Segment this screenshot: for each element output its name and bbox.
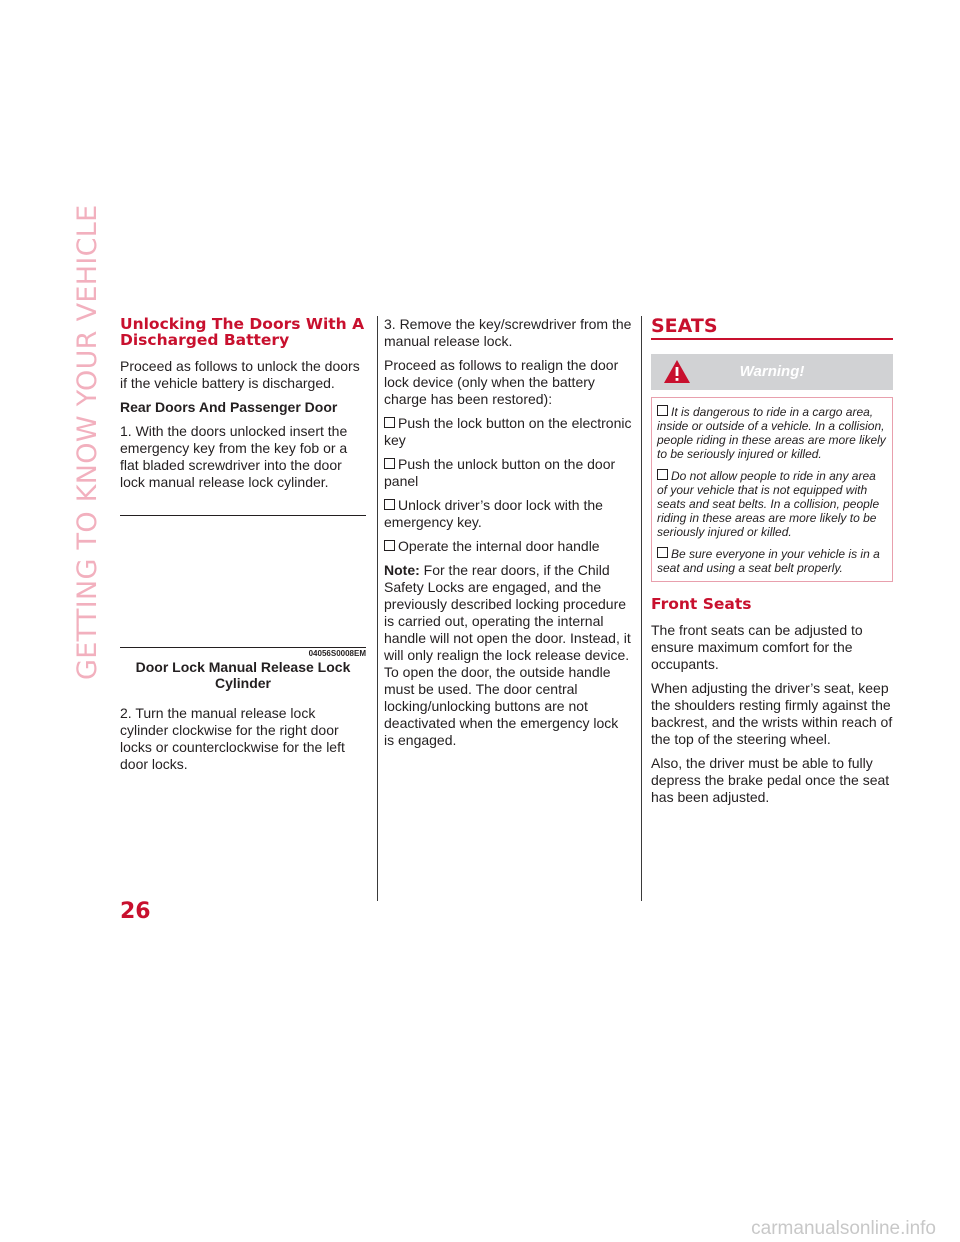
column-left — [120, 316, 366, 780]
warning-icon — [663, 359, 691, 384]
bullet-item: Push the unlock button on the door panel — [384, 456, 616, 489]
figure-code: 04056S0008EM — [120, 647, 366, 659]
step-3: 3. Remove the key/screwdriver from the manual release lock. — [384, 316, 632, 349]
step-1: 1. With the doors unlocked insert the emergency key from the key fob or a flat bladed screwdriver into the door lock manual release lock cylinder. — [120, 423, 348, 490]
bullet-item: Operate the internal door handle — [384, 538, 632, 555]
figure-caption: Door Lock Manual Release Lock Cylinder — [135, 659, 351, 691]
watermark: carmanualsonline.info — [751, 1218, 936, 1239]
column-right — [651, 316, 893, 813]
column-middle — [384, 316, 632, 756]
subheading: Rear Doors And Passenger Door — [120, 399, 338, 415]
note-text: For the rear doors, if the Child Safety Locks are engaged, and the previously described locking procedure is carried out, operating the internal handle will not open the door. Instead, it will only realign the lock release device. To open the door, the outside handle must be used. The door central locking/unlocking buttons are not deactivated when the emergency lock is engaged. — [384, 562, 631, 748]
warning-box — [651, 397, 893, 582]
checkbox-bullet-icon — [657, 547, 668, 558]
paragraph: The front seats can be adjusted to ensure maximum comfort for the occupants. — [651, 622, 863, 672]
bullet-item: Push the lock button on the electronic key — [384, 415, 632, 448]
warning-item: It is dangerous to ride in a cargo area, inside or outside of a vehicle. In a collision, people riding in these areas are more likely to be seriously injured or killed. — [657, 405, 886, 461]
note — [384, 562, 632, 749]
checkbox-bullet-icon — [384, 458, 395, 469]
checkbox-bullet-icon — [657, 405, 668, 416]
checkbox-bullet-icon — [384, 417, 395, 428]
page-number: 26 — [120, 899, 151, 924]
paragraph: When adjusting the driver’s seat, keep the shoulders resting firmly against the backrest, and the wrists within reach of the top of the steering wheel. — [651, 680, 893, 747]
warning-item: Do not allow people to ride in any area of your vehicle that is not equipped with seats and seat belts. In a collision, people riding in these areas are more likely to be seriously injured or killed. — [657, 469, 880, 539]
column-divider — [377, 316, 378, 901]
checkbox-bullet-icon — [384, 499, 395, 510]
note-label: Note: — [384, 562, 420, 578]
warning-title: Warning! — [739, 363, 805, 380]
section-side-tab: GETTING TO KNOW YOUR VEHICLE — [72, 204, 103, 680]
paragraph: Proceed as follows to unlock the doors if the vehicle battery is discharged. — [120, 358, 360, 391]
step-2: 2. Turn the manual release lock cylinder clockwise for the right door locks or counterclockwise for the left door locks. — [120, 705, 345, 772]
warning-header — [651, 354, 893, 390]
paragraph: Proceed as follows to realign the door lock device (only when the battery charge has been restored): — [384, 357, 619, 407]
figure-area — [120, 515, 366, 647]
checkbox-bullet-icon — [657, 469, 668, 480]
subsection-heading: Front Seats — [651, 595, 752, 613]
section-heading: Unlocking The Doors With A Discharged Battery — [120, 315, 365, 349]
column-divider — [641, 316, 642, 901]
bullet-item: Unlock driver’s door lock with the emergency key. — [384, 497, 603, 530]
checkbox-bullet-icon — [384, 540, 395, 551]
section-title: SEATS — [651, 316, 893, 340]
paragraph: Also, the driver must be able to fully depress the brake pedal once the seat has been adjusted. — [651, 755, 890, 805]
warning-item: Be sure everyone in your vehicle is in a seat and using a seat belt properly. — [657, 547, 880, 575]
